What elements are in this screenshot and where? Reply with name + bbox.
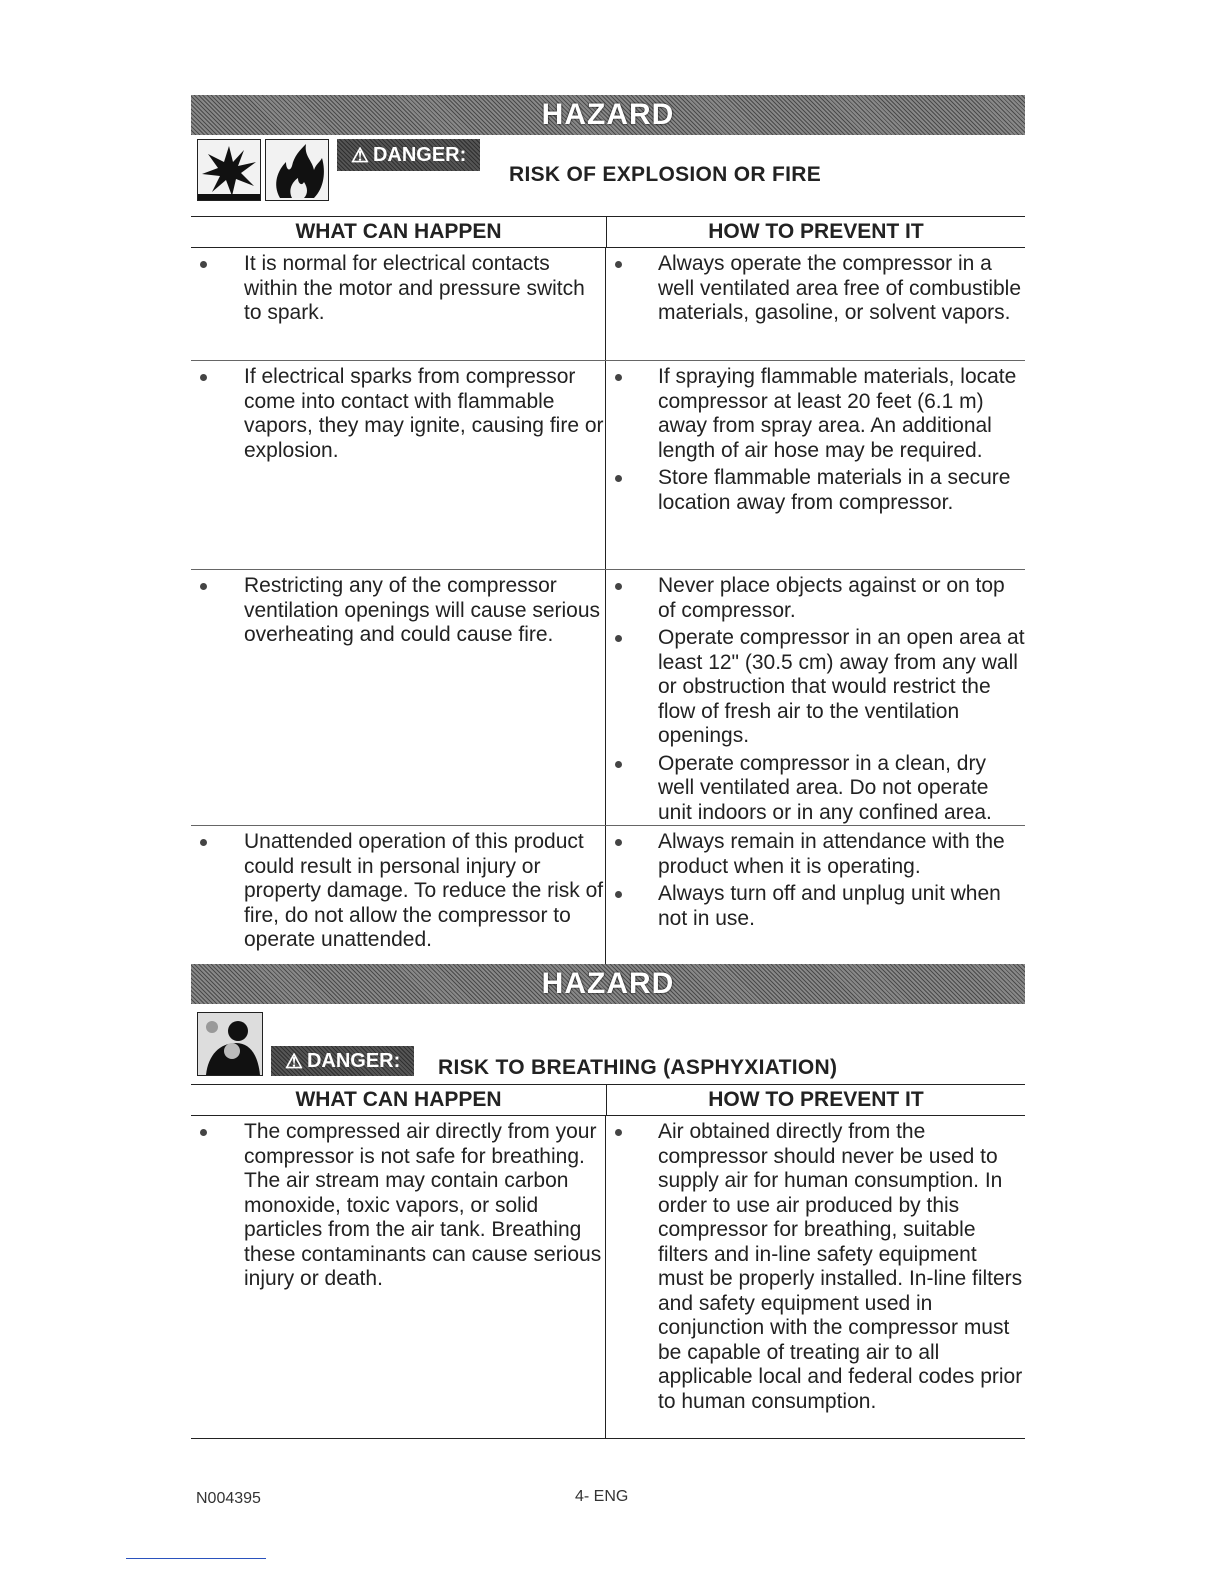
page-number: 4- ENG xyxy=(575,1488,629,1505)
table-header xyxy=(191,217,1025,248)
list-item: It is normal for electrical contacts within the motor and pressure switch to spark. xyxy=(191,252,605,326)
list-item: Always remain in attendance with the product when it is operating. xyxy=(606,830,1025,879)
list-item: Always turn off and unplug unit when not in use. xyxy=(606,882,1025,931)
col-header-what-can-happen: WHAT CAN HAPPEN xyxy=(191,1085,607,1115)
list-item: Unattended operation of this product could result in personal injury or property damage. To reduce the risk of fire, do not allow the compressor to operate unattended. xyxy=(191,830,605,953)
table-row xyxy=(191,1116,1025,1438)
danger-label: DANGER: xyxy=(372,143,467,166)
divider xyxy=(126,1558,266,1559)
hazard-banner: HAZARD xyxy=(191,964,1025,1004)
danger-label: DANGER: xyxy=(306,1049,401,1072)
document-code: N004395 xyxy=(196,1490,261,1507)
hazard-section-breathing xyxy=(191,964,1025,1439)
risk-header xyxy=(191,1004,1025,1079)
list-item: Restricting any of the compressor ventilation openings will cause serious overheating and could cause fire. xyxy=(191,574,605,648)
warning-triangle-icon: ⚠ xyxy=(285,1050,303,1073)
risk-title: RISK OF EXPLOSION OR FIRE xyxy=(509,163,822,186)
risk-title: RISK TO BREATHING (ASPHYXIATION) xyxy=(438,1056,838,1079)
hazard-table xyxy=(191,216,1025,977)
table-row xyxy=(191,248,1025,361)
list-item: Operate compressor in an open area at least 12" (30.5 cm) away from any wall or obstruction that would restrict the flow of fresh air to the ventilation openings. xyxy=(606,626,1025,749)
fire-icon xyxy=(265,139,329,201)
list-item: The compressed air directly from your compressor is not safe for breathing. The air stream may contain carbon monoxide, toxic vapors, or solid particles from the air tank. Breathing these contaminants can cause serious injury or death. xyxy=(191,1120,605,1292)
danger-badge xyxy=(271,1046,414,1076)
warning-triangle-icon: ⚠ xyxy=(351,144,369,167)
hazard-section-fire xyxy=(191,95,1025,977)
list-item: Air obtained directly from the compressor should never be used to supply air for human consumption. In order to use air produced by this compressor for breathing, suitable filters and in-line safety equipment must be properly installed. In-line filters and safety equipment used in conjunction with the compressor must be capable of treating air to all applicable local and federal codes prior to human consumption. xyxy=(606,1120,1025,1414)
table-row xyxy=(191,570,1025,826)
list-item: If spraying flammable materials, locate compressor at least 20 feet (6.1 m) away from spray area. An additional length of air hose may be required. xyxy=(606,365,1025,463)
explosion-icon xyxy=(197,139,261,201)
respirator-icon xyxy=(197,1012,263,1076)
table-row xyxy=(191,826,1025,976)
table-row xyxy=(191,361,1025,570)
list-item: If electrical sparks from compressor come into contact with flammable vapors, they may ignite, causing fire or explosion. xyxy=(191,365,605,463)
table-header xyxy=(191,1085,1025,1116)
col-header-what-can-happen: WHAT CAN HAPPEN xyxy=(191,217,607,247)
col-header-how-to-prevent: HOW TO PREVENT IT xyxy=(708,1088,924,1111)
risk-header xyxy=(191,135,1025,203)
list-item: Store flammable materials in a secure location away from compressor. xyxy=(606,466,1025,515)
list-item: Never place objects against or on top of compressor. xyxy=(606,574,1025,623)
hazard-table xyxy=(191,1084,1025,1439)
col-header-how-to-prevent: HOW TO PREVENT IT xyxy=(708,220,924,243)
list-item: Always operate the compressor in a well ventilated area free of combustible materials, gasoline, or solvent vapors. xyxy=(606,252,1025,326)
hazard-banner: HAZARD xyxy=(191,95,1025,135)
list-item: Operate compressor in a clean, dry well ventilated area. Do not operate unit indoors or in any confined area. xyxy=(606,752,1025,826)
danger-badge xyxy=(337,139,480,171)
